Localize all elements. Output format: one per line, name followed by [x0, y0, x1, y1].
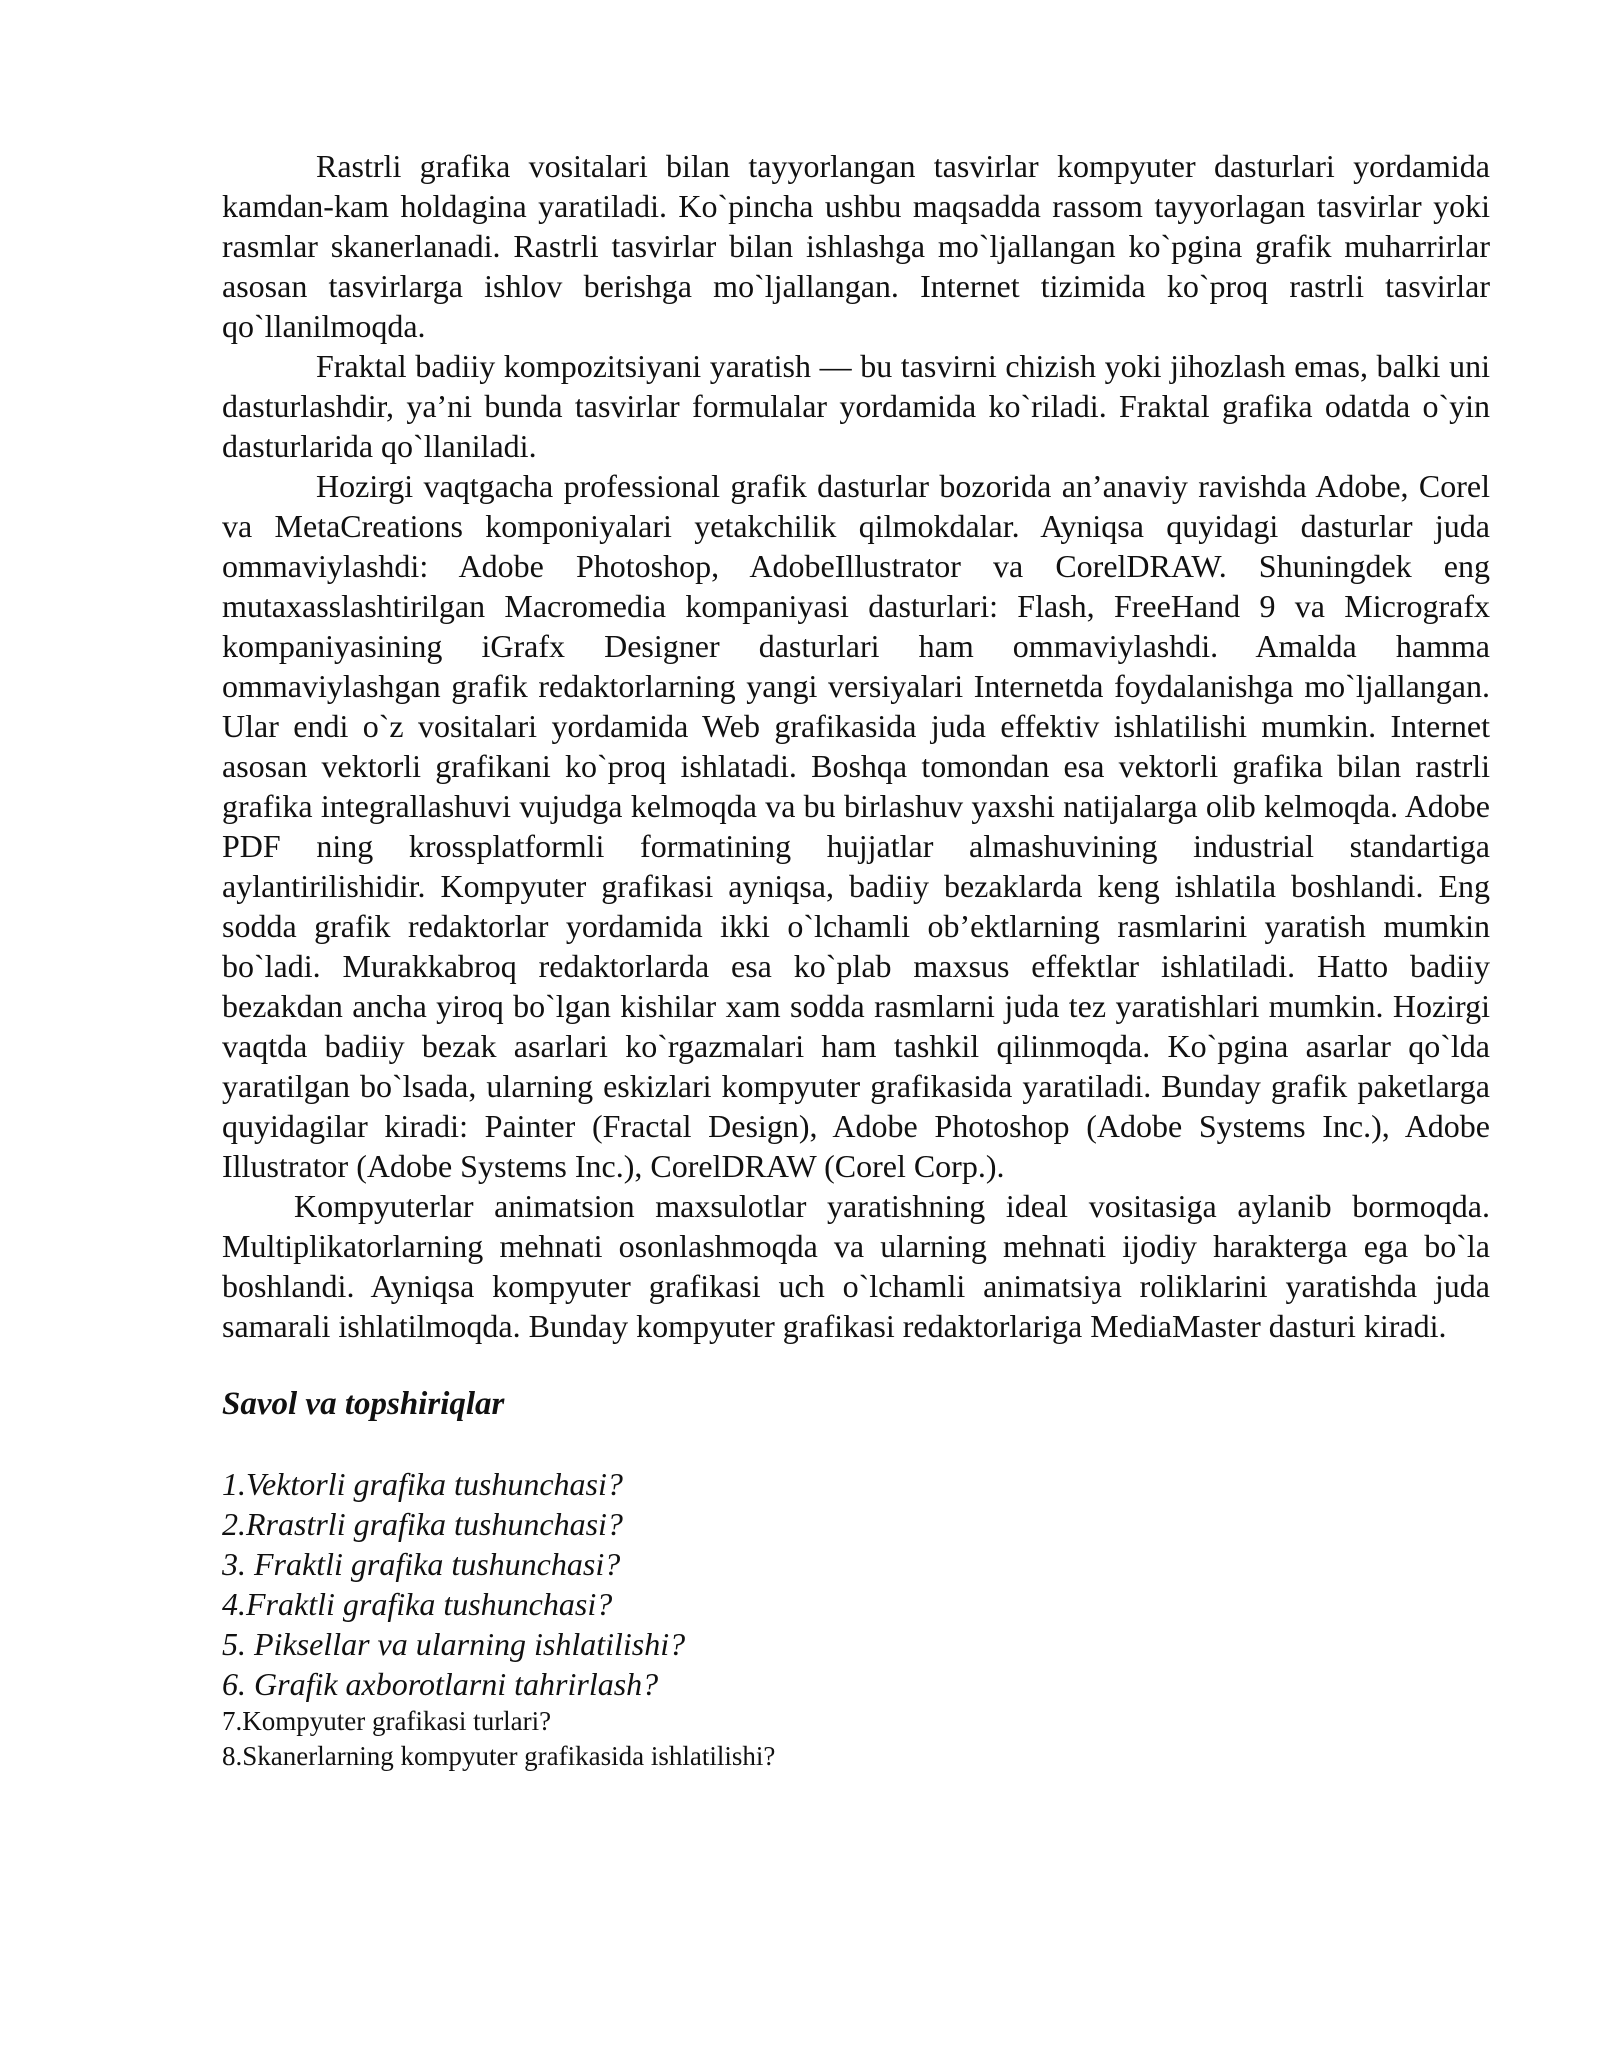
paragraph-animation: Kompyuterlar animatsion maxsulotlar yaratishning ideal vositasiga aylanib bormoqda. Multiplikatorlarning mehnati osonlashmoqda va ularning mehnati ijodiy harakterga ega bo`la boshlandi. Ayniqsa kompyuter grafikasi uch o`lchamli animatsiya roliklarini yaratishda juda samarali ishlatilmoqda. Bunday kompyuter grafikasi redaktorlariga MediaMaster dasturi kiradi. — [222, 1188, 1490, 1344]
section-heading: Savol va topshiriqlar — [222, 1386, 505, 1422]
paragraph-fractal-graphics: Fraktal badiiy kompozitsiyani yaratish — bu tasvirni chizish yoki jihozlash emas, balki uni dasturlashdir, ya’ni bunda tasvirlar formulalar yordamida ko`riladi. Fraktal grafika odatda o`yin dasturlarida qo`llaniladi. — [222, 348, 1490, 464]
paragraph-graphics-software: Hozirgi vaqtgacha professional grafik dasturlar bozorida an’anaviy ravishda Adobe, Corel va MetaCreations komponiyalari yetakchilik qilmokdalar. Ayniqsa quyidagi dasturlar juda ommaviylashdi: Adobe Photoshop, AdobeIllustrator va CorelDRAW. Shuningdek eng mutaxasslashtirilgan Macromedia kompaniyasi dasturlari: Flash, FreeHand 9 va Micrografx kompaniyasining iGrafx Designer dasturlari ham ommaviylashdi. Amalda hamma ommaviylashgan grafik redaktorlarning yangi versiyalari Internetda foydalanishga mo`ljallangan. Ular endi o`z vositalari yordamida Web grafikasida juda effektiv ishlatilishi mumkin. Internet asosan vektorli grafikani ko`proq ishlatadi. Boshqa tomondan esa vektorli grafika bilan rastrli grafika integrallashuvi vujudga kelmoqda va bu birlashuv yaxshi natijalarga olib kelmoqda. Adobe PDF ning krossplatformli formatining hujjatlar almashuvining industrial standartiga aylantirilishidir. Kompyuter grafikasi ayniqsa, badiiy bezaklarda keng ishlatila boshlandi. Eng sodda grafik redaktorlar yordamida ikki o`lchamli ob’ektlarning rasmlarini yaratish mumkin bo`ladi. Murakkabroq redaktorlarda esa ko`plab maxsus effektlar ishlatiladi. Hatto badiiy bezakdan ancha yiroq bo`lgan kishilar xam sodda rasmlarni juda tez yaratishlari mumkin. Hozirgi vaqtda badiiy bezak asarlari ko`rgazmalari ham tashkil qilinmoqda. Ko`pgina asarlar qo`lda yaratilgan bo`lsada, ularning eskizlari kompyuter grafikasida yaratiladi. Bunday grafik paketlarga quyidagilar kiradi: Painter (Fractal Design), Adobe Photoshop (Adobe Systems Inc.), Adobe Illustrator (Adobe Systems Inc.), CorelDRAW (Corel Corp.). — [222, 468, 1490, 1184]
question-item: 3. Fraktli grafika tushunchasi? — [222, 1546, 621, 1582]
question-item: 6. Grafik axborotlarni tahrirlash? — [222, 1666, 659, 1702]
question-item: 5. Piksellar va ularning ishlatilishi? — [222, 1626, 686, 1662]
question-item: 4.Fraktli grafika tushunchasi? — [222, 1586, 613, 1622]
question-item: 2.Rrastrli grafika tushunchasi? — [222, 1506, 623, 1542]
question-list — [222, 1464, 1490, 1774]
document-page — [222, 146, 1490, 1774]
question-item: 1.Vektorli grafika tushunchasi? — [222, 1466, 623, 1502]
question-item: 7.Kompyuter grafikasi turlari? — [222, 1706, 552, 1736]
paragraph-raster-graphics: Rastrli grafika vositalari bilan tayyorlangan tasvirlar kompyuter dasturlari yordamida kamdan-kam holdagina yaratiladi. Ko`pincha ushbu maqsadda rassom tayyorlagan tasvirlar yoki rasmlar skanerlanadi. Rastrli tasvirlar bilan ishlashga mo`ljallangan ko`pgina grafik muharrirlar asosan tasvirlarga ishlov berishga mo`ljallangan. Internet tizimida ko`proq rastrli tasvirlar qo`llanilmoqda. — [222, 148, 1490, 344]
question-item: 8.Skanerlarning kompyuter grafikasida ishlatilishi? — [222, 1741, 776, 1771]
